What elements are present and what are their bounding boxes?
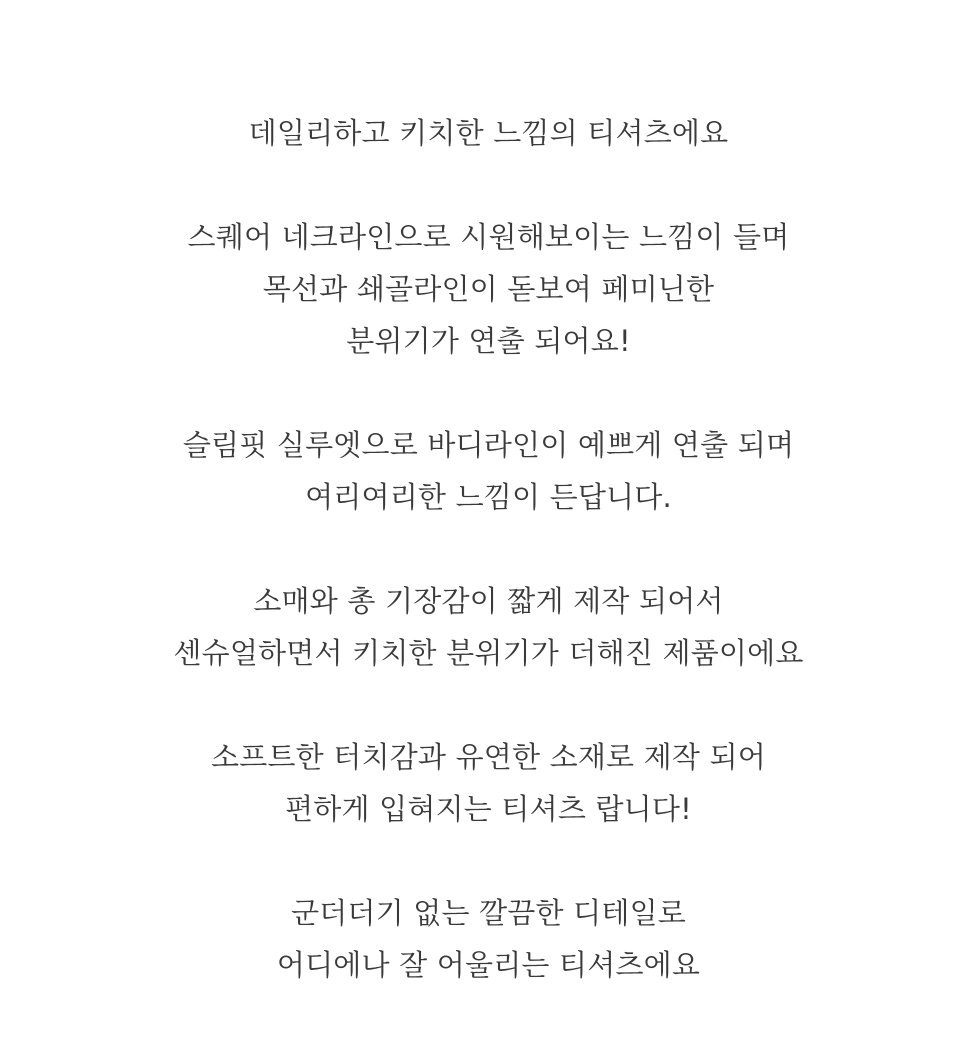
description-line: 데일리하고 키치한 느낌의 티셔츠에요 bbox=[248, 116, 729, 150]
description-line: 목선과 쇄골라인이 돋보여 페미닌한 bbox=[262, 272, 715, 306]
description-line: 군더더기 없는 깔끔한 디테일로 bbox=[290, 896, 687, 930]
description-paragraph bbox=[0, 887, 977, 991]
description-line: 분위기가 연출 되어요! bbox=[346, 324, 631, 358]
description-line: 소프트한 터치감과 유연한 소재로 제작 되어 bbox=[211, 740, 766, 774]
description-paragraph bbox=[0, 575, 977, 679]
product-description bbox=[0, 107, 977, 1043]
description-paragraph bbox=[0, 211, 977, 367]
description-line: 스퀘어 네크라인으로 시원해보이는 느낌이 들며 bbox=[187, 220, 790, 254]
description-line: 여리여리한 느낌이 든답니다. bbox=[305, 480, 672, 514]
description-line: 편하게 입혀지는 티셔츠 랍니다! bbox=[285, 792, 692, 826]
description-paragraph bbox=[0, 731, 977, 835]
description-line: 센슈얼하면서 키치한 분위기가 더해진 제품이에요 bbox=[173, 636, 804, 670]
description-line: 슬림핏 실루엣으로 바디라인이 예쁘게 연출 되며 bbox=[182, 428, 795, 462]
description-paragraph bbox=[0, 107, 977, 159]
description-line: 어디에나 잘 어울리는 티셔츠에요 bbox=[276, 948, 701, 982]
description-paragraph bbox=[0, 419, 977, 523]
description-line: 소매와 총 기장감이 짧게 제작 되어서 bbox=[253, 584, 724, 618]
